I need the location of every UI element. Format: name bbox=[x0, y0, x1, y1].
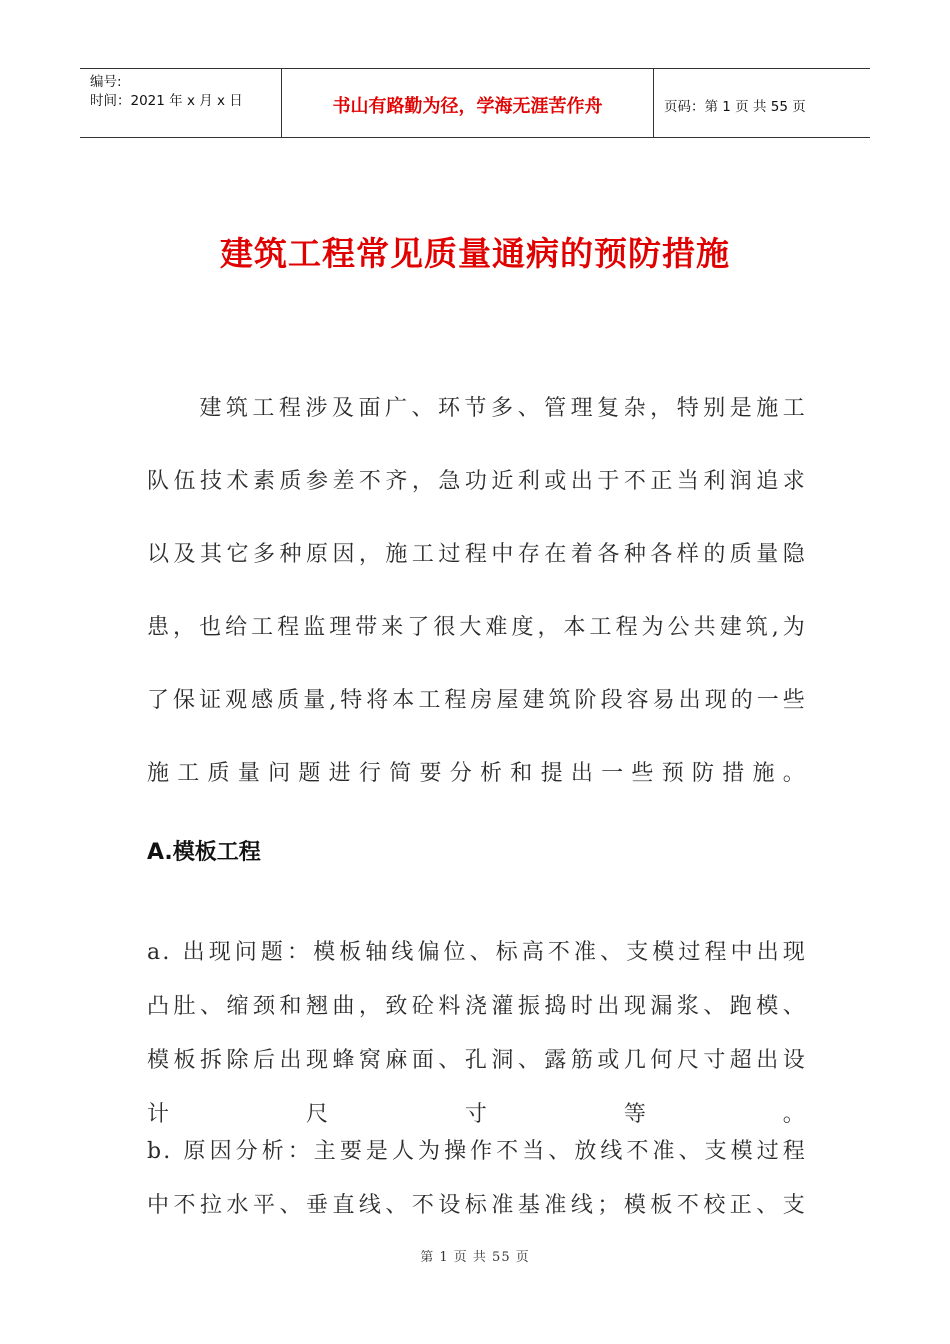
problem-paragraph bbox=[147, 926, 807, 1142]
intro-line: 施工质量问题进行简要分析和提出一些预防措施。 bbox=[147, 761, 807, 786]
problem-line: 模板拆除后出现蜂窝麻面、孔洞、露筋或几何尺寸超出设 bbox=[147, 1048, 807, 1073]
header-page-info: 页码：第 1 页 共 55 页 bbox=[664, 99, 806, 115]
header-meta bbox=[80, 69, 282, 137]
header-motto: 书山有路勤为径，学海无涯苦作舟 bbox=[282, 69, 654, 137]
section-heading-formwork: A.模板工程 bbox=[147, 840, 261, 865]
page-footer: 第 1 页 共 55 页 bbox=[420, 1250, 530, 1265]
cause-line: 中不拉水平、垂直线、不设标准基准线；模板不校正、支 bbox=[147, 1193, 807, 1218]
problem-line: 凸肚、缩颈和翘曲，致砼料浇灌振捣时出现漏浆、跑模、 bbox=[147, 994, 807, 1019]
intro-line: 以及其它多种原因，施工过程中存在着各种各样的质量隐 bbox=[147, 542, 807, 567]
intro-paragraph bbox=[147, 372, 807, 810]
problem-line: a. 出现问题：模板轴线偏位、标高不准、支模过程中出现 bbox=[147, 940, 807, 965]
page-header bbox=[80, 68, 870, 138]
intro-line: 患，也给工程监理带来了很大难度，本工程为公共建筑,为 bbox=[147, 615, 807, 640]
intro-line: 队伍技术素质参差不齐，急功近利或出于不正当利润追求 bbox=[147, 469, 807, 494]
intro-line: 了保证观感质量,特将本工程房屋建筑阶段容易出现的一些 bbox=[147, 688, 807, 713]
document-time-label: 时间：2021 年 x 月 x 日 bbox=[90, 93, 243, 109]
cause-paragraph bbox=[147, 1125, 807, 1233]
document-number-label: 编号: bbox=[90, 74, 122, 90]
document-title: 建筑工程常见质量通病的预防措施 bbox=[220, 234, 730, 273]
cause-line: b. 原因分析：主要是人为操作不当、放线不准、支模过程 bbox=[147, 1139, 807, 1164]
intro-line: 建筑工程涉及面广、环节多、管理复杂，特别是施工 bbox=[197, 396, 807, 421]
problem-line: 计尺寸等。 bbox=[147, 1102, 807, 1127]
